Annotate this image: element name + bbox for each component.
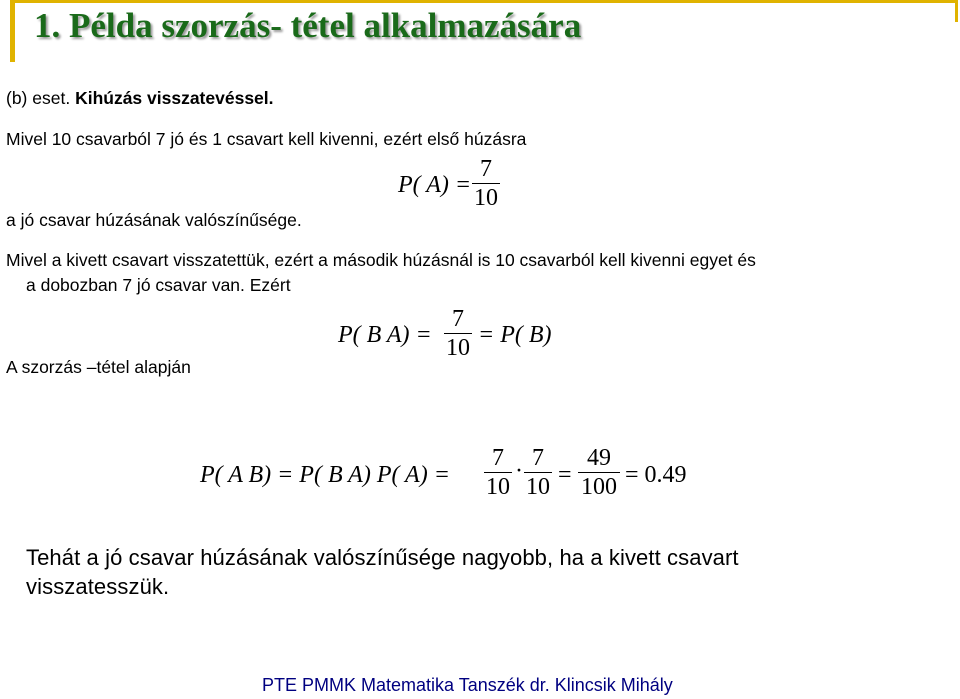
formula-3-lhs: P( A B) = P( B A) P( A) = — [200, 462, 450, 488]
conclusion-line-2: visszatesszük. — [26, 574, 170, 599]
formula-2-rhs: = P( B) — [478, 322, 552, 348]
formula-3-fraction-b — [524, 444, 552, 501]
title-accent-bar — [10, 0, 15, 62]
title-accent-right — [955, 0, 958, 22]
slide-title: 1. Példa szorzás- tétel alkalmazására — [34, 6, 582, 45]
formula-3-c-numerator: 49 — [587, 445, 611, 471]
title-accent-line — [10, 0, 958, 3]
conclusion-line-1: Tehát a jó csavar húzásának valószínűsége nagyobb, ha a kivett csavart — [26, 545, 739, 570]
formula-3-a-numerator: 7 — [492, 445, 504, 471]
formula-2-denominator: 10 — [446, 335, 470, 361]
formula-3-c-denominator: 100 — [581, 474, 617, 500]
text-line-4: Mivel a kivett csavart visszatettük, ezért a második húzásnál is 10 csavarból kell kivenni egyet és — [6, 250, 756, 270]
case-prefix: (b) eset. — [6, 88, 76, 108]
formula-3-a-denominator: 10 — [486, 474, 510, 500]
formula-3-fraction-a — [484, 444, 512, 501]
formula-3-equals: = — [558, 462, 572, 488]
formula-2-lhs: P( B A) = — [338, 322, 432, 348]
formula-1-fraction — [472, 155, 500, 212]
formula-3-b-denominator: 10 — [526, 474, 550, 500]
formula-2-numerator: 7 — [452, 306, 464, 332]
footer-credit: PTE PMMK Matematika Tanszék dr. Klincsik Mihály — [262, 675, 673, 695]
text-line-3: a jó csavar húzásának valószínűsége. — [6, 210, 302, 230]
case-title: Kihúzás visszatevéssel. — [75, 88, 274, 108]
formula-2-fraction — [444, 305, 472, 362]
formula-3-result: = 0.49 — [625, 462, 687, 488]
text-line-6: A szorzás –tétel alapján — [6, 357, 191, 377]
formula-1-lhs: P( A) = — [398, 172, 472, 198]
formula-3-fraction-c — [578, 444, 620, 501]
text-line-2: Mivel 10 csavarból 7 jó és 1 csavart kell kivenni, ezért első húzásra — [6, 129, 527, 149]
formula-1-denominator: 10 — [474, 185, 498, 211]
multiply-dot: · — [515, 458, 523, 484]
formula-3-b-numerator: 7 — [532, 445, 544, 471]
case-heading — [6, 88, 274, 109]
title-bar — [0, 0, 960, 62]
formula-1-numerator: 7 — [480, 156, 492, 182]
text-line-5: a dobozban 7 jó csavar van. Ezért — [26, 275, 291, 295]
